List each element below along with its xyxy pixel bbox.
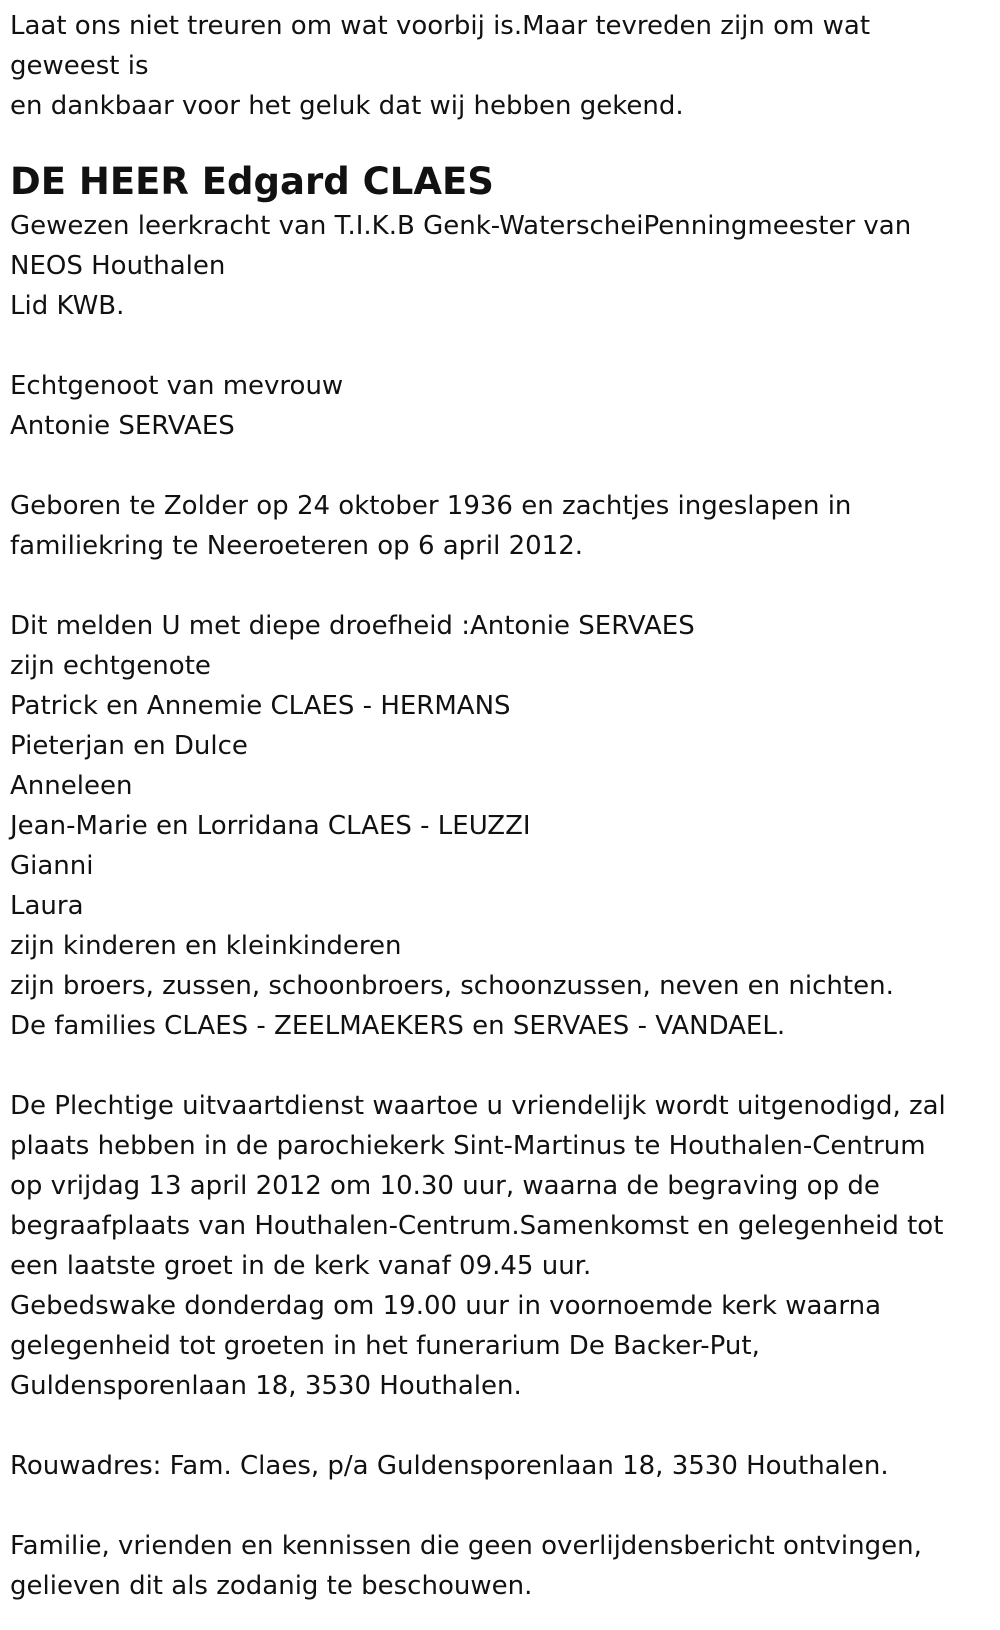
closing-block <box>10 1526 990 1606</box>
ceremony-line: begraafplaats van Houthalen-Centrum.Samenkomst en gelegenheid tot <box>10 1211 944 1241</box>
ceremony-line: De Plechtige uitvaartdienst waartoe u vriendelijk wordt uitgenodigd, zal <box>10 1091 946 1121</box>
ceremony-line: een laatste groet in de kerk vanaf 09.45 uur. <box>10 1251 592 1281</box>
functions-block <box>10 206 990 326</box>
deceased-name: DE HEER Edgard CLAES <box>10 160 494 203</box>
spacer <box>10 446 990 486</box>
quote-line: Laat ons niet treuren om wat voorbij is.Maar tevreden zijn om wat <box>10 11 871 41</box>
spacer <box>10 1046 990 1086</box>
ceremony-line: Gebedswake donderdag om 19.00 uur in voornoemde kerk waarna <box>10 1291 881 1321</box>
family-line: Patrick en Annemie CLAES - HERMANS <box>10 691 511 721</box>
closing-line: gelieven dit als zodanig te beschouwen. <box>10 1571 533 1601</box>
birth-death-block <box>10 486 990 566</box>
ceremony-block <box>10 1086 990 1406</box>
family-line: Pieterjan en Dulce <box>10 731 248 761</box>
function-line: Gewezen leerkracht van T.I.K.B Genk-WaterscheiPenningmeester van <box>10 211 912 241</box>
spacer <box>10 1406 990 1446</box>
birth-death-line: Geboren te Zolder op 24 oktober 1936 en zachtjes ingeslapen in <box>10 491 852 521</box>
ceremony-line: op vrijdag 13 april 2012 om 10.30 uur, waarna de begraving op de <box>10 1171 880 1201</box>
ceremony-line: Guldensporenlaan 18, 3530 Houthalen. <box>10 1371 522 1401</box>
spouse-line: Echtgenoot van mevrouw <box>10 371 344 401</box>
family-line: De families CLAES - ZEELMAEKERS en SERVAES - VANDAEL. <box>10 1011 786 1041</box>
spouse-block <box>10 366 990 446</box>
quote-line: geweest is <box>10 51 149 81</box>
family-line: Anneleen <box>10 771 133 801</box>
birth-death-line: familiekring te Neeroeteren op 6 april 2012. <box>10 531 584 561</box>
spouse-line: Antonie SERVAES <box>10 411 235 441</box>
closing-line: Familie, vrienden en kennissen die geen overlijdensbericht ontvingen, <box>10 1531 922 1561</box>
function-line: Lid KWB. <box>10 291 125 321</box>
family-line: Gianni <box>10 851 94 881</box>
family-line: zijn broers, zussen, schoonbroers, schoonzussen, neven en nichten. <box>10 971 894 1001</box>
spacer <box>10 1486 990 1526</box>
ceremony-line: plaats hebben in de parochiekerk Sint-Martinus te Houthalen-Centrum <box>10 1131 926 1161</box>
ceremony-line: gelegenheid tot groeten in het funerarium De Backer-Put, <box>10 1331 760 1361</box>
family-block <box>10 606 990 1046</box>
quote-block <box>10 6 990 126</box>
quote-line: en dankbaar voor het geluk dat wij hebben gekend. <box>10 91 684 121</box>
family-line: Dit melden U met diepe droefheid :Antonie SERVAES <box>10 611 695 641</box>
family-line: zijn echtgenote <box>10 651 211 681</box>
address-line: Rouwadres: Fam. Claes, p/a Guldensporenlaan 18, 3530 Houthalen. <box>10 1451 889 1481</box>
family-line: Laura <box>10 891 84 921</box>
address-block <box>10 1446 990 1486</box>
function-line: NEOS Houthalen <box>10 251 226 281</box>
family-line: zijn kinderen en kleinkinderen <box>10 931 402 961</box>
family-line: Jean-Marie en Lorridana CLAES - LEUZZI <box>10 811 531 841</box>
spacer <box>10 566 990 606</box>
spacer <box>10 326 990 366</box>
